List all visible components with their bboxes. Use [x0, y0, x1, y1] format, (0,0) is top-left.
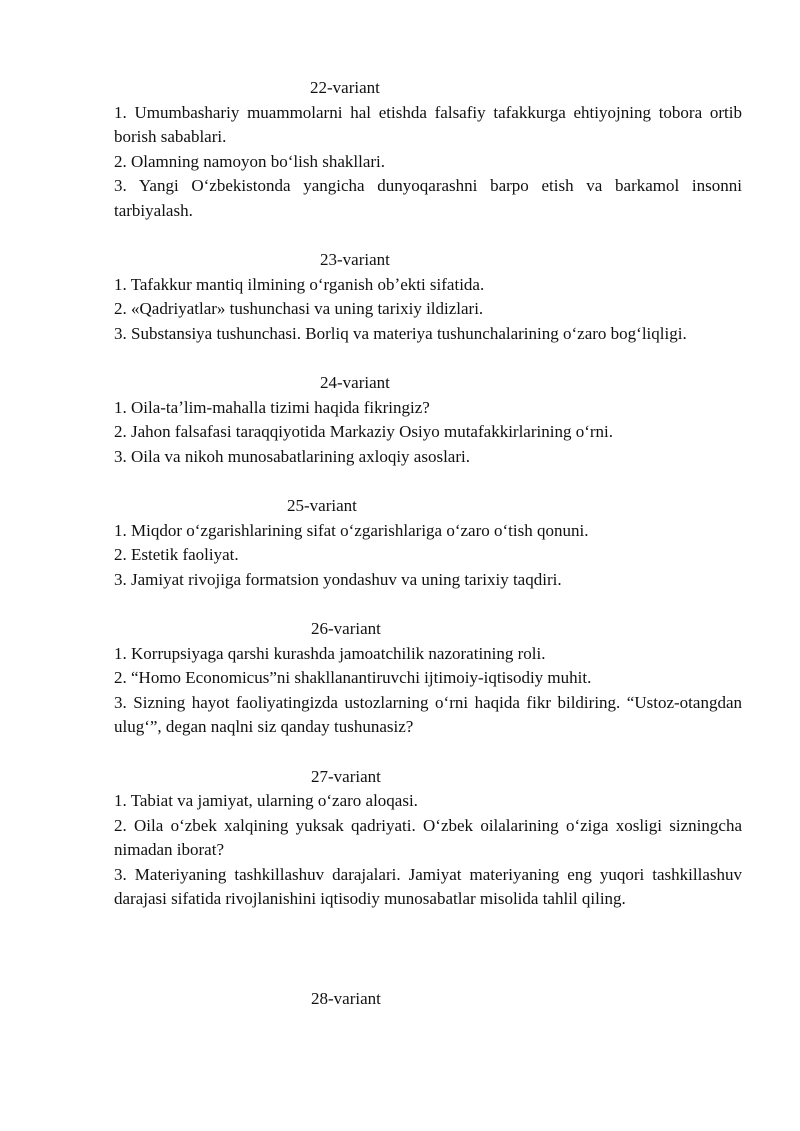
spacer [114, 469, 742, 494]
variant-question: 3. Sizning hayot faoliyatingizda ustozlarning oʻrni haqida fikr bildiring. “Ustoz-otangdan ulugʻ”, degan naqlni siz qanday tushunasiz? [114, 692, 742, 736]
variant-question: 3. Yangi Oʻzbekistonda yangicha dunyoqarashni barpo etish va barkamol insonni tarbiyalash. [114, 176, 742, 220]
variant-28 [114, 987, 742, 1012]
variant-question: 2. “Homo Economicus”ni shakllanantiruvchi ijtimoiy-iqtisodiy muhit. [114, 668, 592, 687]
variant-heading: 22-variant [310, 78, 380, 97]
variant-27 [114, 765, 742, 912]
variant-heading: 25-variant [287, 496, 357, 515]
variant-question: 1. Korrupsiyaga qarshi kurashda jamoatchilik nazoratining roli. [114, 643, 546, 663]
variant-question: 3. Substansiya tushunchasi. Borliq va materiya tushunchalarining oʻzaro bogʻliqligi. [114, 323, 687, 343]
variant-question: 2. Jahon falsafasi taraqqiyotida Markaziy Osiyo mutafakkirlarining oʻrni. [114, 422, 613, 441]
variant-23 [114, 248, 742, 346]
spacer [114, 592, 742, 617]
variant-22 [114, 76, 742, 223]
variant-question: 3. Oila va nikoh munosabatlarining axloqiy asoslari. [114, 446, 470, 466]
variant-question: 2. Estetik faoliyat. [114, 545, 239, 564]
variant-25 [114, 494, 742, 592]
variant-24 [114, 371, 742, 469]
variant-26 [114, 617, 742, 740]
variant-heading: 28-variant [311, 988, 381, 1008]
spacer [114, 740, 742, 765]
variant-heading: 27-variant [311, 766, 381, 786]
variant-heading: 24-variant [320, 373, 390, 392]
variant-question: 3. Materiyaning tashkillashuv darajalari. Jamiyat materiyaning eng yuqori tashkillashuv darajasi sifatida rivojlanishini iqtisodiy munosabatlar misolida tahlil qiling. [114, 864, 742, 908]
variant-question: 1. Tabiat va jamiyat, ularning oʻzaro aloqasi. [114, 791, 418, 810]
variant-question: 2. Oila oʻzbek xalqining yuksak qadriyati. Oʻzbek oilalarining oʻziga xosligi sizningcha nimadan iborat? [114, 815, 742, 859]
variant-question: 1. Tafakkur mantiq ilmining oʻrganish obʼekti sifatida. [114, 274, 485, 294]
variant-question: 2. «Qadriyatlar» tushunchasi va uning tarixiy ildizlari. [114, 299, 484, 318]
variant-heading: 23-variant [320, 250, 390, 269]
spacer [114, 912, 742, 987]
variant-question: 1. Miqdor oʻzgarishlarining sifat oʻzgarishlariga oʻzaro oʻtish qonuni. [114, 520, 589, 540]
spacer [114, 346, 742, 371]
variant-question: 2. Olamning namoyon boʻlish shakllari. [114, 151, 386, 171]
spacer [114, 223, 742, 248]
variant-question: 1. Oila-taʼlim-mahalla tizimi haqida fikringiz? [114, 397, 430, 417]
variant-heading: 26-variant [311, 619, 381, 638]
variant-question: 1. Umumbashariy muammolarni hal etishda falsafiy tafakkurga ehtiyojning tobora ortib borish sabablari. [114, 102, 742, 146]
variant-question: 3. Jamiyat rivojiga formatsion yondashuv va uning tarixiy taqdiri. [114, 569, 562, 589]
